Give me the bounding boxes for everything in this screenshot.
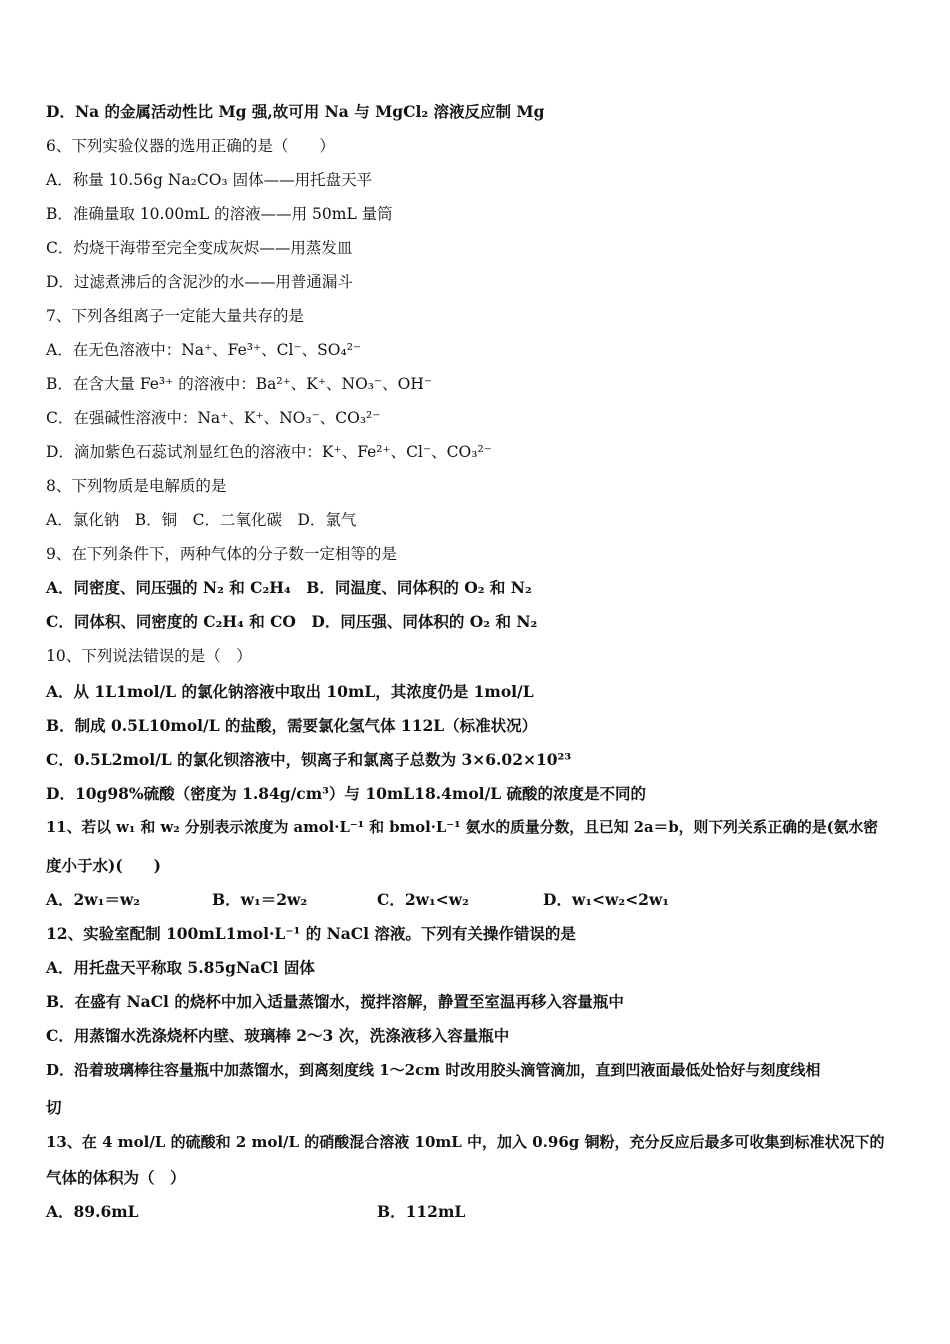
q6-option-b: B．准确量取 10.00mL 的溶液——用 50mL 量筒 bbox=[46, 205, 393, 223]
q7-option-a: A．在无色溶液中：Na⁺、Fe³⁺、Cl⁻、SO₄²⁻ bbox=[46, 341, 362, 359]
q10-option-a: A．从 1L1mol/L 的氯化钠溶液中取出 10mL，其浓度仍是 1mol/L bbox=[46, 682, 534, 701]
q10-option-b: B．制成 0.5L10mol/L 的盐酸，需要氯化氢气体 112L（标准状况） bbox=[46, 716, 538, 735]
q10-option-d: D．10g98%硫酸（密度为 1.84g/cm³）与 10mL18.4mol/L 硫酸的浓度是不同的 bbox=[46, 784, 647, 803]
q10-stem: 10、下列说法错误的是（ ） bbox=[46, 647, 252, 665]
q7-option-c: C．在强碱性溶液中：Na⁺、K⁺、NO₃⁻、CO₃²⁻ bbox=[46, 409, 381, 427]
q9-options-cd: C．同体积、同密度的 C₂H₄ 和 CO D．同压强、同体积的 O₂ 和 N₂ bbox=[46, 612, 538, 631]
q12-option-b: B．在盛有 NaCl 的烧杯中加入适量蒸馏水，搅拌溶解，静置至室温再移入容量瓶中 bbox=[46, 992, 624, 1011]
q7-option-d: D．滴加紫色石蕊试剂显红色的溶液中：K⁺、Fe²⁺、Cl⁻、CO₃²⁻ bbox=[46, 443, 492, 461]
q5-option-d: D．Na 的金属活动性比 Mg 强,故可用 Na 与 MgCl₂ 溶液反应制 Mg bbox=[46, 102, 545, 121]
q12-option-d: D．沿着玻璃棒往容量瓶中加蒸馏水，到离刻度线 1～2cm 时改用胶头滴管滴加，直到凹液面最低处恰好与刻度线相 bbox=[46, 1061, 821, 1079]
q13-stem-cont: 气体的体积为（ ） bbox=[46, 1168, 186, 1187]
q12-option-c: C．用蒸馏水洗涤烧杯内壁、玻璃棒 2～3 次，洗涤液移入容量瓶中 bbox=[46, 1026, 510, 1045]
q12-option-d-cont: 切 bbox=[46, 1098, 62, 1117]
q7-stem: 7、下列各组离子一定能大量共存的是 bbox=[46, 307, 304, 325]
q9-options-ab: A．同密度、同压强的 N₂ 和 C₂H₄ B．同温度、同体积的 O₂ 和 N₂ bbox=[46, 578, 532, 597]
q13-option-b: B．112mL bbox=[377, 1202, 466, 1221]
q11-option-c: C．2w₁<w₂ bbox=[377, 890, 469, 909]
q6-option-d: D．过滤煮沸后的含泥沙的水——用普通漏斗 bbox=[46, 273, 353, 291]
q6-option-c: C．灼烧干海带至完全变成灰烬——用蒸发皿 bbox=[46, 239, 353, 257]
q11-stem: 11、若以 w₁ 和 w₂ 分别表示浓度为 amol·L⁻¹ 和 bmol·L⁻¹ 氨水的质量分数，且已知 2a＝b，则下列关系正确的是(氨水密 bbox=[46, 819, 879, 836]
q13-stem: 13、在 4 mol/L 的硫酸和 2 mol/L 的硝酸混合溶液 10mL 中，加入 0.96g 铜粉，充分反应后最多可收集到标准状况下的 bbox=[46, 1133, 885, 1151]
q13-option-a: A．89.6mL bbox=[46, 1202, 139, 1221]
q8-stem: 8、下列物质是电解质的是 bbox=[46, 477, 227, 495]
q12-stem: 12、实验室配制 100mL1mol·L⁻¹ 的 NaCl 溶液。下列有关操作错误的是 bbox=[46, 924, 576, 943]
q10-option-c: C．0.5L2mol/L 的氯化钡溶液中，钡离子和氯离子总数为 3×6.02×10²³ bbox=[46, 750, 572, 769]
q11-option-d: D．w₁<w₂<2w₁ bbox=[543, 890, 670, 909]
q9-stem: 9、在下列条件下，两种气体的分子数一定相等的是 bbox=[46, 545, 397, 563]
q11-option-b: B．w₁＝2w₂ bbox=[212, 890, 308, 909]
q6-stem: 6、下列实验仪器的选用正确的是（ ） bbox=[46, 137, 335, 155]
q7-option-b: B．在含大量 Fe³⁺ 的溶液中：Ba²⁺、K⁺、NO₃⁻、OH⁻ bbox=[46, 375, 433, 393]
q6-option-a: A．称量 10.56g Na₂CO₃ 固体——用托盘天平 bbox=[46, 171, 373, 189]
q8-options: A．氯化钠 B．铜 C．二氧化碳 D．氯气 bbox=[46, 511, 357, 529]
q12-option-a: A．用托盘天平称取 5.85gNaCl 固体 bbox=[46, 958, 315, 977]
q11-stem-cont: 度小于水)( ) bbox=[46, 856, 162, 875]
q11-option-a: A．2w₁＝w₂ bbox=[46, 890, 141, 909]
